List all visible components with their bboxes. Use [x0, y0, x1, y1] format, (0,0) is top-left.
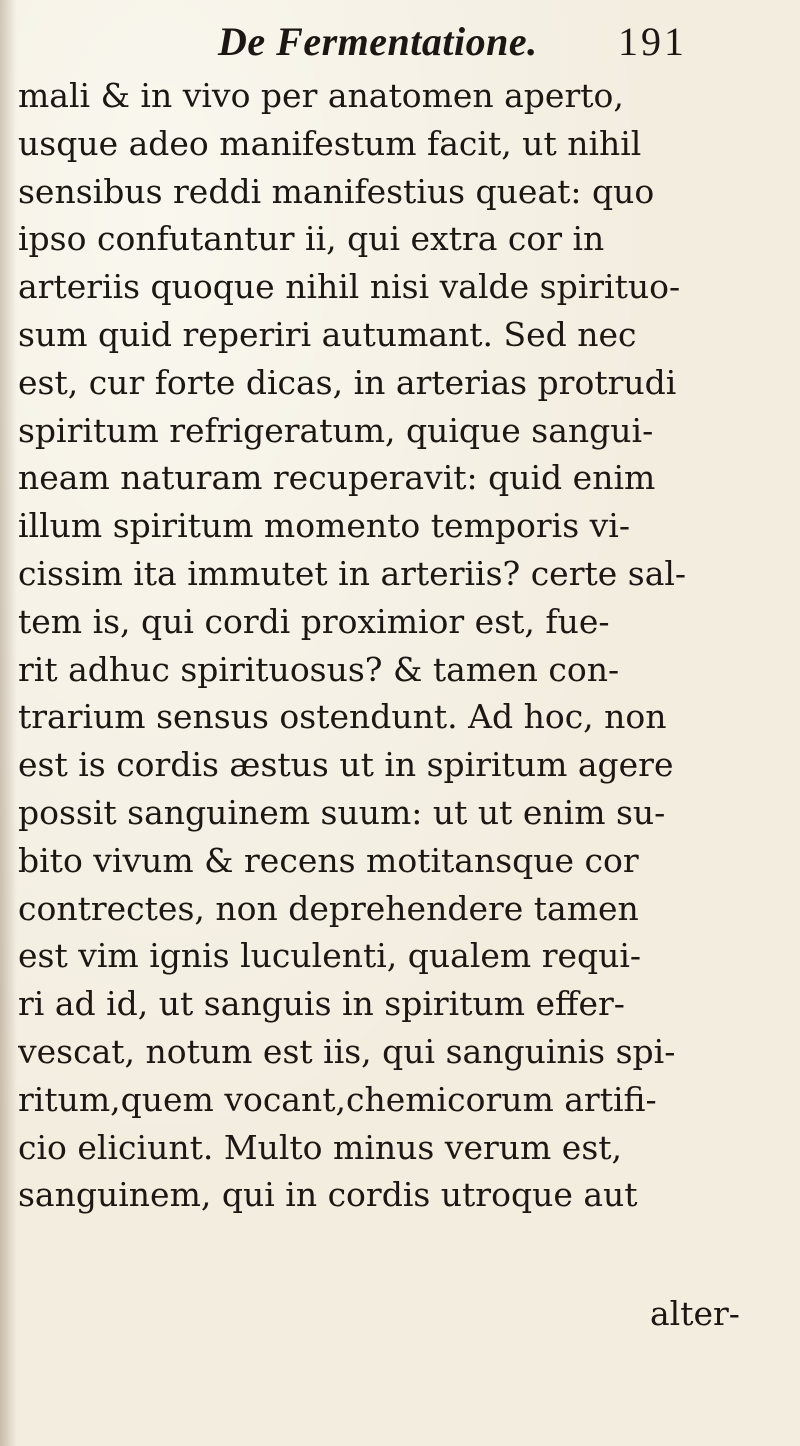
catchword: alter- — [650, 1294, 740, 1333]
text-line: cio eliciunt. Multo minus verum est, — [18, 1127, 623, 1167]
text-line: illum spiritum momento temporis vi- — [18, 506, 630, 546]
text-line: sum quid reperiri autumant. Sed nec — [18, 314, 637, 354]
text-line: ritum,quem vocant,chemicorum artifi- — [18, 1079, 657, 1119]
text-line: trarium sensus ostendunt. Ad hoc, non — [18, 697, 667, 737]
text-line: contrectes, non deprehendere tamen — [18, 888, 639, 928]
page-number: 191 — [618, 19, 687, 64]
text-line: usque adeo manifestum facit, ut nihil — [18, 123, 642, 163]
text-line: est vim ignis luculenti, qualem requi- — [18, 936, 642, 976]
text-line: tem is, qui cordi proximior est, fue- — [18, 601, 610, 641]
text-line: mali & in vivo per anatomen aperto, — [18, 76, 624, 115]
text-line: cissim ita immutet in arteriis? certe sal- — [18, 553, 687, 593]
text-line: rit adhuc spirituosus? & tamen con- — [18, 649, 620, 689]
body-text — [18, 72, 786, 1219]
text-line: sensibus reddi manifestius queat: quo — [18, 171, 655, 211]
text-line: neam naturam recuperavit: quid enim — [18, 458, 656, 498]
page-header — [0, 14, 800, 70]
page-gutter-shadow — [0, 0, 16, 1446]
text-line: ri ad id, ut sanguis in spiritum effer- — [18, 984, 625, 1024]
text-line: possit sanguinem suum: ut ut enim su- — [18, 792, 666, 832]
text-line: est, cur forte dicas, in arterias protrudi — [18, 362, 677, 402]
text-line: bito vivum & recens motitansque cor — [18, 840, 639, 880]
running-title: De Fermentatione. — [218, 19, 538, 64]
text-line: arteriis quoque nihil nisi valde spirituo- — [18, 267, 681, 307]
text-line: vescat, notum est iis, qui sanguinis spi- — [18, 1031, 676, 1071]
text-line: est is cordis æstus ut in spiritum agere — [18, 745, 674, 785]
text-line: ipso confutantur ii, qui extra cor in — [18, 219, 605, 259]
text-line: sanguinem, qui in cordis utroque aut — [18, 1175, 638, 1215]
text-line: spiritum refrigeratum, quique sangui- — [18, 410, 654, 450]
